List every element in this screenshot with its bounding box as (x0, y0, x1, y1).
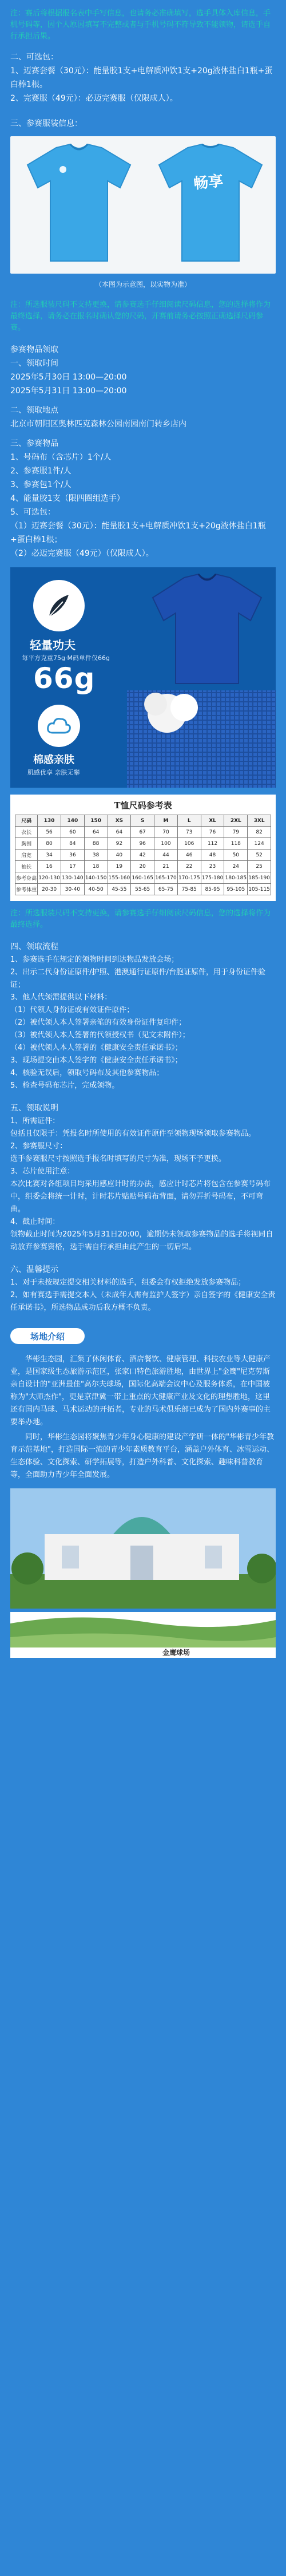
size-cell: 105-115 (248, 884, 271, 895)
green-note-2: 注：所选服装尺码不支持更换，请参赛选手仔细阅读尺码信息，您的选择将作为最终选择，请务必在报名时确认您的尺码，开赛前请务必按照正确选择尺码参赛。 (10, 301, 271, 332)
collect-items-title: 三、参赛物品 (10, 439, 58, 448)
size-col-header: 3XL (248, 815, 271, 827)
size-col-header: XS (108, 815, 131, 827)
collect-title: 参赛物品领取 (10, 345, 58, 354)
size-cell: 79 (224, 827, 248, 838)
notice-text: 本次比赛对各组项目均采用感应计时的办法，感应计时芯片将包含在参赛号码布中，组委会将统一计时，计时芯片贴贴号码布背面，请勿弄折号码布，不可弯曲。 (10, 1180, 271, 1214)
size-cell: 34 (38, 850, 61, 861)
size-cell: 180-185 (224, 872, 248, 884)
size-cell: 160-165 (131, 872, 154, 884)
size-cell: 18 (84, 861, 108, 872)
collect-place-title: 二、领取地点 (10, 406, 58, 415)
size-table-row (15, 850, 271, 861)
size-cell: 120-130 (38, 872, 61, 884)
size-cell: 118 (224, 838, 248, 850)
size-cell: 64 (84, 827, 108, 838)
venue-photo-building (10, 1488, 276, 1609)
collect-place: 北京市朝阳区奥林匹克森林公园南园南门转乡店内 (10, 420, 186, 429)
size-cell: 16 (38, 861, 61, 872)
process-line: 3、现场提交由本人签字的《健康安全责任承诺书》； (10, 1056, 182, 1065)
size-table-title: T恤尺码参考表 (114, 800, 172, 811)
cloud-badge (38, 705, 80, 747)
size-cell: 95-105 (224, 884, 248, 895)
top-note: 注：赛后将根据报名表中手写信息，也请务必准确填写，选手具体入库信息，手机号码等，因个人原因填写不完整或者与手机号码不符导致不能领物，请选手自行承担后果。 (10, 9, 271, 41)
shirt-front-image (22, 142, 136, 265)
size-cell: 50 (224, 850, 248, 861)
feature2-title: 棉感亲肤 (33, 754, 74, 766)
feather-badge (33, 580, 85, 631)
size-cell: 48 (201, 850, 224, 861)
venue-banner (10, 1325, 96, 1348)
size-table-row (15, 884, 271, 895)
size-row-label: 参考体重 (15, 884, 38, 895)
size-cell: 140-150 (84, 872, 108, 884)
process-line: 3、他人代领需提供以下材料： (10, 993, 112, 1002)
size-col-header: 2XL (224, 815, 248, 827)
size-row-label: 胸围 (15, 838, 38, 850)
product-shirt-image (144, 572, 270, 686)
options-item-2: 2、完赛服（49元）：必迈完赛服（仅限成人）。 (10, 94, 178, 103)
size-cell: 40 (108, 850, 131, 861)
size-cell: 76 (201, 827, 224, 838)
size-cell: 75-85 (177, 884, 201, 895)
options-block (0, 50, 286, 105)
size-col-header: 140 (61, 815, 84, 827)
size-cell: 67 (131, 827, 154, 838)
size-col-header: 尺码 (15, 815, 38, 827)
weight-value: 66g (33, 662, 96, 695)
tips-text: 1、对于未按规定提交相关材料的选手，组委会有权拒绝发放参赛物品； (10, 1278, 246, 1287)
process-line: 4、核验无误后，领取号码布及其他参赛物品； (10, 1069, 164, 1077)
size-cell: 65-75 (154, 884, 178, 895)
shirt-photo (10, 136, 276, 274)
product-feature-card (10, 567, 276, 788)
size-cell: 70 (154, 827, 178, 838)
size-col-header: XL (201, 815, 224, 827)
size-cell: 19 (108, 861, 131, 872)
notice-sub-title: 2、参赛服尺寸： (10, 1142, 67, 1151)
golf-course-label: 金鹰球场 (162, 1649, 190, 1657)
size-table-header-row (15, 815, 271, 827)
notice-sub-title: 1、所需证件： (10, 1117, 60, 1125)
feature1-title: 轻量功夫 (30, 638, 76, 652)
size-row-label: 肩宽 (15, 850, 38, 861)
process-line: （3）被代领人本人签署的代领授权书（见文末附件）； (10, 1031, 190, 1040)
size-cell: 55-65 (131, 884, 154, 895)
collect-item-6: （1）迈赛套餐（30元）：能量胶1支+电解质冲饮1支+20g液体盐白1瓶+蛋白棒1根； (10, 521, 266, 544)
size-cell: 56 (38, 827, 61, 838)
collect-item-1: 1、号码布（含芯片）1个/人 (10, 453, 112, 462)
size-table-card (10, 795, 276, 901)
size-cell: 36 (61, 850, 84, 861)
green-note-3: 注：所选服装尺码不支持更换，请参赛选手仔细阅读尺码信息，您的选择将作为最终选择。 (10, 909, 271, 929)
options-item-1: 1、迈赛套餐（30元）：能量胶1支+电解质冲饮1支+20g液体盐白1瓶+蛋白棒1根。 (10, 66, 273, 89)
fabric-texture-image (127, 690, 276, 788)
notice-sub-title: 4、截止时间： (10, 1218, 60, 1226)
size-cell: 84 (61, 838, 84, 850)
size-cell: 73 (177, 827, 201, 838)
building-image (10, 1488, 276, 1609)
feather-icon (43, 590, 74, 621)
tips-block (0, 1263, 286, 1314)
size-cell: 21 (154, 861, 178, 872)
size-cell: 60 (61, 827, 84, 838)
feature2-sub: 肌感优享 亲肤无攀 (27, 769, 80, 776)
green-note-3-block (0, 908, 286, 931)
size-cell: 45-55 (108, 884, 131, 895)
size-cell: 170-175 (177, 872, 201, 884)
size-cell: 124 (248, 838, 271, 850)
process-line: （4）被代领人本人签署的《健康安全责任承诺书》； (10, 1044, 182, 1052)
golf-course-image (10, 1612, 276, 1658)
size-cell: 106 (177, 838, 201, 850)
shirt-back-image (153, 142, 268, 265)
venue-paragraph-2: 同时，华彬生态园将聚焦青少年身心健康的建设产学研一体的"华彬青少年教育示范基地"，打造国际一流的青少年素质教育平台，涵盖户外体育、冰雪运动、生态体验、文化探索、研学拓展等，打造户外科普、文化探索、趣味科普教育等，全面助力青少年全面发展。 (10, 1433, 274, 1479)
tips-text: 2、如有赛选手需提交本人（未成年人需有监护人签字）亲自签字的《健康安全责任承诺书》，所选物品成功后我方概不负责。 (10, 1291, 276, 1312)
size-cell: 23 (201, 861, 224, 872)
size-row-label: 衣长 (15, 827, 38, 838)
size-cell: 155-160 (108, 872, 131, 884)
options-title: 二、可选包： (10, 53, 58, 62)
size-table-row (15, 861, 271, 872)
size-col-header: M (154, 815, 178, 827)
size-cell: 85-95 (201, 884, 224, 895)
notice-title: 五、领取说明 (10, 1104, 58, 1113)
size-cell: 64 (108, 827, 131, 838)
collect-block (0, 343, 286, 560)
size-cell: 92 (108, 838, 131, 850)
collect-item-2: 2、参赛服1件/人 (10, 467, 72, 476)
size-col-header: 130 (38, 815, 61, 827)
size-table-row (15, 838, 271, 850)
tips-title: 六、温馨提示 (10, 1265, 58, 1274)
size-col-header: L (177, 815, 201, 827)
size-cell: 96 (131, 838, 154, 850)
size-row-label: 袖长 (15, 861, 38, 872)
process-line: 2、出示二代身份证原件/护照、港澳通行证原件/台胞证原件，用于身份证件验证； (10, 968, 266, 989)
size-cell: 25 (248, 861, 271, 872)
size-table-row (15, 872, 271, 884)
process-line: 1、参赛选手在规定的领物时间到达物品发放会场； (10, 955, 179, 964)
size-cell: 20-30 (38, 884, 61, 895)
size-cell: 100 (154, 838, 178, 850)
size-cell: 30-40 (61, 884, 84, 895)
venue-paragraph-1: 华彬生态园，汇集了休闲体育、酒店餐饮、健康管理、科技农业等大健康产业，是国家级生态旅游示范区，张家口特色旅游胜地，由世界上"金鹰"尼克劳斯亲自设计的"亚洲最佳"高尔夫球场，国际化高端会议中心及服务体系，在中国被称为"大师杰作"，更是京津冀一带上重点的大健康产业及文化的理想胜地，这里还有国内马球、马术运动的开拓者，专业的马术俱乐部已成为了国内外赛事的主要举办地。 (10, 1355, 271, 1427)
size-cell: 38 (84, 850, 108, 861)
venue-photo-golf-course (10, 1612, 276, 1658)
process-block (0, 940, 286, 1092)
notice-text: 选手参赛服尺寸按照选手报名时填写的尺寸为准，现场不予更换。 (10, 1155, 227, 1163)
top-note-block (0, 0, 286, 42)
size-table-row (15, 827, 271, 838)
collect-time-1: 2025年5月30日 13:00—20:00 (10, 373, 127, 382)
process-line: （1）代领人身份证或有效证件原件； (10, 1006, 134, 1014)
notice-block (0, 1101, 286, 1254)
size-cell: 40-50 (84, 884, 108, 895)
size-cell: 165-170 (154, 872, 178, 884)
notice-text: 领物截止时间为2025年5月31日20:00，逾期仍未领取参赛物品的选手将视同自动放弃参赛资格，选手需自行承担由此产生的一切后果。 (10, 1230, 273, 1251)
collect-item-5: 5、可选包： (10, 508, 55, 517)
shirt-back-slogan: 畅享 (192, 172, 224, 193)
size-cell: 185-190 (248, 872, 271, 884)
collect-item-7: （2）必迈完赛服（49元）（仅限成人）。 (10, 549, 154, 558)
size-row-label: 参考身高 (15, 872, 38, 884)
notice-sub-title: 3、芯片使用注意： (10, 1167, 75, 1176)
size-cell: 44 (154, 850, 178, 861)
collect-time-2: 2025年5月31日 13:00—20:00 (10, 386, 127, 396)
size-cell: 80 (38, 838, 61, 850)
collect-time-title: 一、领取时间 (10, 359, 58, 368)
size-cell: 42 (131, 850, 154, 861)
size-cell: 130-140 (61, 872, 84, 884)
size-col-header: 150 (84, 815, 108, 827)
size-cell: 112 (201, 838, 224, 850)
venue-banner-label: 场地介绍 (10, 1328, 85, 1344)
size-cell: 22 (177, 861, 201, 872)
shirt-caption: （本图为示意图，以实物为准） (94, 280, 191, 289)
venue-text-block (0, 1353, 286, 1481)
size-col-header: S (131, 815, 154, 827)
process-title: 四、领取流程 (10, 942, 58, 951)
collect-item-3: 3、参赛包1个/人 (10, 480, 72, 489)
size-cell: 88 (84, 838, 108, 850)
green-note-2-block (0, 299, 286, 334)
size-cell: 20 (131, 861, 154, 872)
gear-ref-block (0, 117, 286, 131)
size-table (15, 815, 271, 895)
size-cell: 17 (61, 861, 84, 872)
cloud-icon (46, 716, 72, 736)
process-line: 5、检查号码布芯片，完成领物。 (10, 1081, 120, 1090)
gear-ref-title: 三、参赛服装信息： (10, 119, 82, 128)
size-cell: 52 (248, 850, 271, 861)
notice-text: 包括且仅限于：凭报名时所使用的有效证件原件至领物现场领取参赛物品。 (10, 1129, 256, 1138)
collect-item-4: 4、能量胶1支（限四圈组选手） (10, 494, 125, 503)
process-line: （2）被代领人本人签署亲笔的有效身份证件复印件； (10, 1018, 186, 1027)
size-cell: 82 (248, 827, 271, 838)
size-cell: 24 (224, 861, 248, 872)
size-cell: 46 (177, 850, 201, 861)
feature1-sub: 每平方克重75g·M码单件仅66g (22, 654, 110, 662)
size-cell: 175-180 (201, 872, 224, 884)
